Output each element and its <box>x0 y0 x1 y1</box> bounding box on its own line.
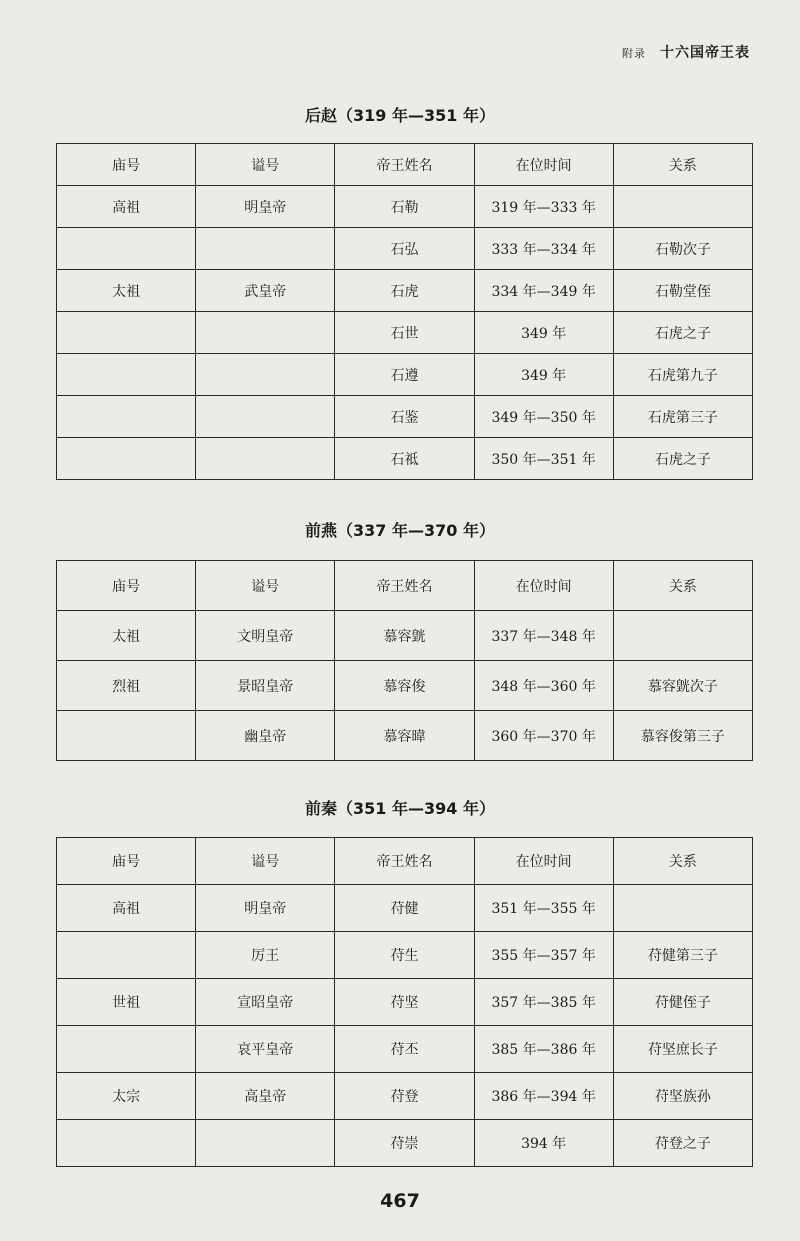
cell-temple-name: 世祖 <box>57 979 196 1026</box>
column-header-emperor-name: 帝王姓名 <box>335 838 474 885</box>
cell-relation: 石虎之子 <box>613 312 752 354</box>
column-header-reign-period: 在位时间 <box>474 561 613 611</box>
column-header-emperor-name: 帝王姓名 <box>335 144 474 186</box>
cell-temple-name <box>57 438 196 480</box>
running-head-title: 十六国帝王表 <box>660 45 750 61</box>
table-row <box>57 885 753 932</box>
cell-emperor-name: 慕容皝 <box>335 611 474 661</box>
column-header-relation: 关系 <box>613 144 752 186</box>
cell-posthumous-name: 哀平皇帝 <box>196 1026 335 1073</box>
cell-temple-name <box>57 312 196 354</box>
cell-reign-period: 360 年—370 年 <box>474 711 613 761</box>
cell-posthumous-name <box>196 438 335 480</box>
cell-posthumous-name: 明皇帝 <box>196 885 335 932</box>
table-row <box>57 354 753 396</box>
column-header-reign-period: 在位时间 <box>474 838 613 885</box>
table-former-qin <box>56 837 753 1167</box>
cell-relation <box>613 611 752 661</box>
table-row <box>57 270 753 312</box>
table-row <box>57 1073 753 1120</box>
running-head-section: 附录 <box>622 47 646 60</box>
cell-emperor-name: 苻健 <box>335 885 474 932</box>
cell-reign-period: 333 年—334 年 <box>474 228 613 270</box>
table-former-yan <box>56 560 753 761</box>
column-header-temple-name: 庙号 <box>57 838 196 885</box>
cell-emperor-name: 苻生 <box>335 932 474 979</box>
cell-reign-period: 350 年—351 年 <box>474 438 613 480</box>
cell-posthumous-name: 景昭皇帝 <box>196 661 335 711</box>
cell-relation: 石勒堂侄 <box>613 270 752 312</box>
cell-temple-name: 太祖 <box>57 270 196 312</box>
cell-relation: 石虎第九子 <box>613 354 752 396</box>
cell-reign-period: 349 年—350 年 <box>474 396 613 438</box>
cell-relation: 苻登之子 <box>613 1120 752 1167</box>
cell-temple-name <box>57 396 196 438</box>
cell-emperor-name: 慕容俊 <box>335 661 474 711</box>
column-header-relation: 关系 <box>613 561 752 611</box>
cell-posthumous-name <box>196 228 335 270</box>
cell-emperor-name: 石祗 <box>335 438 474 480</box>
table-row <box>57 711 753 761</box>
header-row <box>57 838 753 885</box>
cell-reign-period: 385 年—386 年 <box>474 1026 613 1073</box>
cell-temple-name <box>57 1120 196 1167</box>
cell-temple-name <box>57 932 196 979</box>
cell-emperor-name: 石遵 <box>335 354 474 396</box>
cell-reign-period: 349 年 <box>474 354 613 396</box>
cell-reign-period: 349 年 <box>474 312 613 354</box>
cell-reign-period: 386 年—394 年 <box>474 1073 613 1120</box>
cell-emperor-name: 石勒 <box>335 186 474 228</box>
cell-relation: 慕容俊第三子 <box>613 711 752 761</box>
column-header-posthumous-name: 谥号 <box>196 144 335 186</box>
running-head <box>622 42 750 62</box>
cell-posthumous-name <box>196 1120 335 1167</box>
table-row <box>57 932 753 979</box>
cell-relation: 苻坚庶长子 <box>613 1026 752 1073</box>
cell-emperor-name: 石世 <box>335 312 474 354</box>
table-row <box>57 1026 753 1073</box>
column-header-posthumous-name: 谥号 <box>196 561 335 611</box>
table-row <box>57 228 753 270</box>
table-row <box>57 611 753 661</box>
table-row <box>57 396 753 438</box>
cell-temple-name <box>57 1026 196 1073</box>
cell-posthumous-name <box>196 312 335 354</box>
cell-reign-period: 394 年 <box>474 1120 613 1167</box>
column-header-relation: 关系 <box>613 838 752 885</box>
cell-posthumous-name <box>196 354 335 396</box>
cell-reign-period: 355 年—357 年 <box>474 932 613 979</box>
cell-relation: 石虎之子 <box>613 438 752 480</box>
cell-posthumous-name: 明皇帝 <box>196 186 335 228</box>
cell-posthumous-name: 武皇帝 <box>196 270 335 312</box>
cell-reign-period: 348 年—360 年 <box>474 661 613 711</box>
cell-temple-name: 高祖 <box>57 885 196 932</box>
cell-posthumous-name: 厉王 <box>196 932 335 979</box>
cell-temple-name <box>57 228 196 270</box>
cell-relation: 石虎第三子 <box>613 396 752 438</box>
table-row <box>57 661 753 711</box>
cell-relation: 苻健第三子 <box>613 932 752 979</box>
table-row <box>57 979 753 1026</box>
cell-posthumous-name: 宣昭皇帝 <box>196 979 335 1026</box>
cell-reign-period: 337 年—348 年 <box>474 611 613 661</box>
cell-reign-period: 334 年—349 年 <box>474 270 613 312</box>
section-title-later-zhao: 后赵（319 年—351 年） <box>305 106 495 125</box>
cell-emperor-name: 苻丕 <box>335 1026 474 1073</box>
cell-relation <box>613 186 752 228</box>
cell-temple-name: 烈祖 <box>57 661 196 711</box>
cell-relation: 石勒次子 <box>613 228 752 270</box>
header-row <box>57 144 753 186</box>
cell-emperor-name: 石鉴 <box>335 396 474 438</box>
column-header-posthumous-name: 谥号 <box>196 838 335 885</box>
cell-relation <box>613 885 752 932</box>
column-header-temple-name: 庙号 <box>57 561 196 611</box>
cell-relation: 苻坚族孙 <box>613 1073 752 1120</box>
column-header-emperor-name: 帝王姓名 <box>335 561 474 611</box>
cell-emperor-name: 石虎 <box>335 270 474 312</box>
cell-relation: 苻健侄子 <box>613 979 752 1026</box>
table-later-zhao <box>56 143 753 480</box>
cell-temple-name: 高祖 <box>57 186 196 228</box>
cell-reign-period: 357 年—385 年 <box>474 979 613 1026</box>
table-row <box>57 186 753 228</box>
cell-reign-period: 351 年—355 年 <box>474 885 613 932</box>
column-header-reign-period: 在位时间 <box>474 144 613 186</box>
cell-temple-name <box>57 711 196 761</box>
cell-posthumous-name: 高皇帝 <box>196 1073 335 1120</box>
table-row <box>57 1120 753 1167</box>
header-row <box>57 561 753 611</box>
cell-emperor-name: 苻坚 <box>335 979 474 1026</box>
section-title-former-qin: 前秦（351 年—394 年） <box>305 799 495 818</box>
cell-temple-name: 太宗 <box>57 1073 196 1120</box>
cell-posthumous-name: 文明皇帝 <box>196 611 335 661</box>
cell-emperor-name: 石弘 <box>335 228 474 270</box>
cell-posthumous-name <box>196 396 335 438</box>
table-row <box>57 438 753 480</box>
cell-emperor-name: 苻崇 <box>335 1120 474 1167</box>
cell-posthumous-name: 幽皇帝 <box>196 711 335 761</box>
cell-emperor-name: 苻登 <box>335 1073 474 1120</box>
cell-reign-period: 319 年—333 年 <box>474 186 613 228</box>
column-header-temple-name: 庙号 <box>57 144 196 186</box>
cell-temple-name: 太祖 <box>57 611 196 661</box>
cell-emperor-name: 慕容暐 <box>335 711 474 761</box>
table-row <box>57 312 753 354</box>
cell-relation: 慕容皝次子 <box>613 661 752 711</box>
cell-temple-name <box>57 354 196 396</box>
section-title-former-yan: 前燕（337 年—370 年） <box>305 521 495 540</box>
page-number: 467 <box>380 1190 420 1212</box>
